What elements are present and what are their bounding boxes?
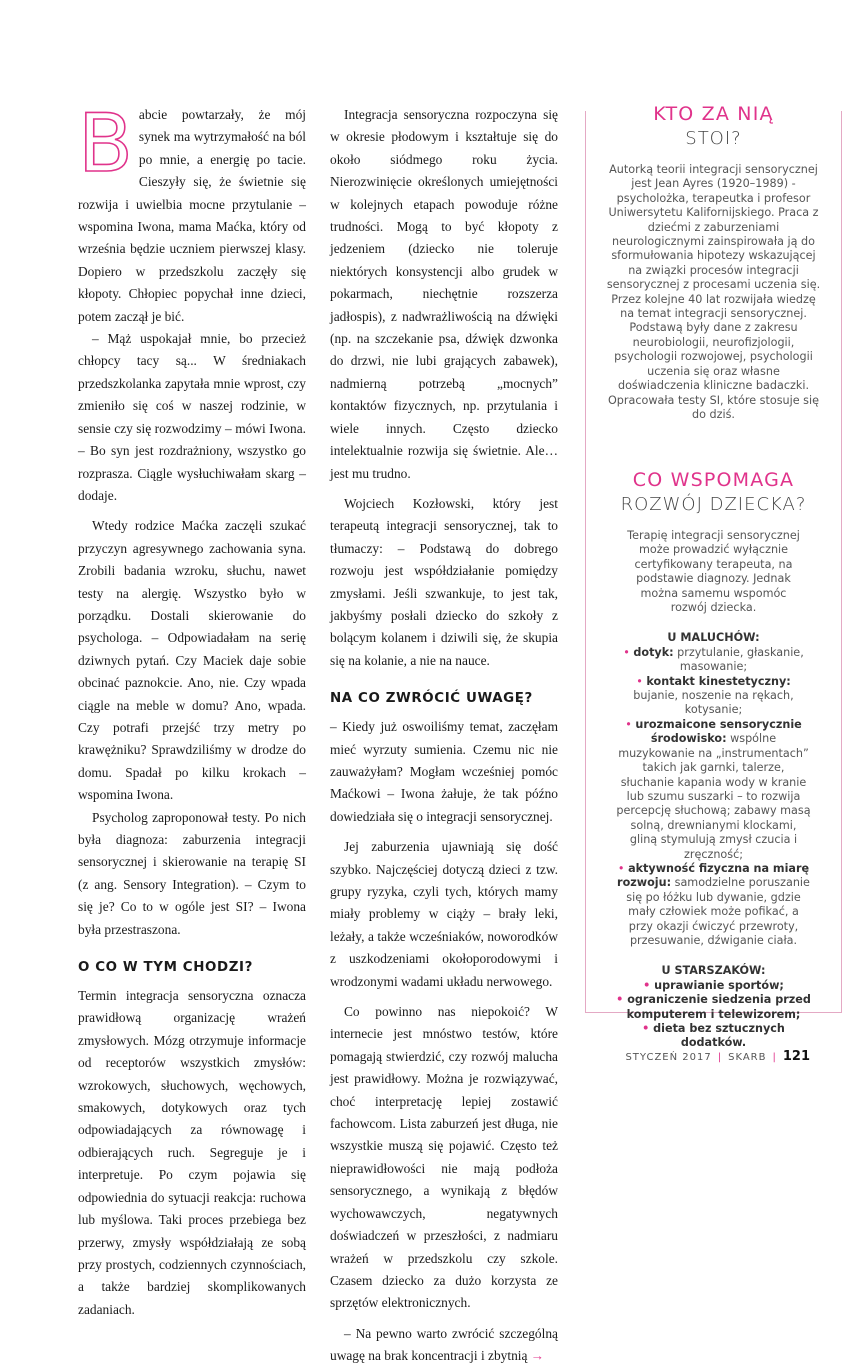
- sidebar-section-author: [586, 128, 841, 422]
- list-heading-older-kids: U STARSZAKÓW:: [661, 964, 766, 978]
- article-paragraph: Wtedy rodzice Maćka zaczęli szukać przyczyn agresywnego zachowania syna. Zrobili badania wzroku, słuchu, nawet testy na alergię. Wszystko było w porządku. Dostali skierowanie do psychologa. – Odpowiadałam na serię dziwnych pytań. Czy Maciek daje sobie obcinać paznokcie. Ano, nie. Czy wpada ciągle na meble w domu? Ano, wpada. Czy potrafi przejść trzy metry po krawężniku? Sprawdziliśmy w drodze do domu. Spadał po kilku krokach – wspomina Iwona.: [78, 518, 306, 803]
- sidebar-section-support: [586, 468, 841, 1051]
- list-item: • aktywność fizyczna na miarę rozwoju: samodzielne poruszanie się po łóżku lub dywanie, gdzie mały człowiek może pofikać, a przy okazji ćwiczyć przewroty, przesuwanie, dźwiganie ciała.: [617, 861, 810, 947]
- bullet-icon: •: [617, 861, 629, 875]
- article-paragraph: – Mąż uspokajał mnie, bo przecież chłopcy tacy są... W średniakach przedszkolanka zapytała mnie wprost, czy zmieniło się coś w naszej rodzinie, w sensie czy się rozwodzimy – mówi Iwona. – Bo syn jest rozdrażniony, wszystko go rozprasza. Ciągle wysłuchiwałam skarg – dodaje.: [78, 331, 306, 503]
- section-heading: O CO W TYM CHODZI?: [78, 960, 253, 976]
- sidebar-subtitle-1: STOI?: [685, 128, 742, 149]
- bullet-icon: •: [636, 674, 647, 688]
- page-footer: [625, 1049, 810, 1064]
- page-number: 121: [782, 1049, 810, 1064]
- sidebar-intro: Terapię integracji sensorycznej może prowadzić wyłącznie certyfikowany terapeuta, na podstawie diagnozy. Jednak można samemu wspomóc rozwój dziecka.: [627, 529, 800, 615]
- sidebar-subtitle-2: ROZWÓJ DZIECKA?: [620, 494, 807, 515]
- bullet-icon: •: [623, 645, 634, 659]
- article-paragraph: Psycholog zaproponował testy. Po nich była diagnoza: zaburzenia integracji sensorycznej i skierowanie na terapię SI (z ang. Sensory Integration). – Czym to się je? Co to w ogóle jest SI? – Iwona była przestraszona.: [78, 809, 306, 937]
- bullet-icon: •: [643, 978, 655, 992]
- article-column-2: [330, 104, 558, 1368]
- continue-arrow-icon: →: [530, 1348, 545, 1364]
- article-paragraph: – Na pewno warto zwrócić szczególną uwagę na brak koncentracji i zbytnią →: [330, 1325, 558, 1364]
- bullet-icon: •: [616, 993, 628, 1007]
- article-paragraph: Integracja sensoryczna rozpoczyna się w okresie płodowym i kształtuje się do około siódmego roku życia. Nierozwinięcie określonych umiejętności w kolejnych etapach powoduje różne trudności. Mogą to być kłopoty z jedzeniem (dziecko nie toleruje niektórych konsystencji albo grudek w pokarmach, niechętnie rozszerza jadłospis), z nadwrażliwością na dźwięki (np. na szczekanie psa, dźwięk dzwonka do drzwi, nie lubi grających zabawek), nadmierną potrzebą „mocnych” kontaktów fizycznych, np. przytulania i wiele innych. Często dziecko intelektualnie rozwija się świetnie. Ale… jest mu trudno.: [330, 107, 558, 481]
- list-item: • ograniczenie siedzenia przed komputerem i telewizorem;: [616, 993, 811, 1021]
- issue-date: STYCZEŃ 2017: [625, 1052, 712, 1063]
- article-paragraph: Wojciech Kozłowski, który jest terapeutą integracji sensorycznej, tak to tłumaczy: – Podstawą do dobrego rozwoju jest współdziałanie pomiędzy zmysłami. Jeśli szwankuje, to jest tak, jakbyśmy posłali dziecko do szkoły z bolącym kolanem i dziwili się, że skupia się na kolanie, a nie na nauce.: [330, 495, 558, 668]
- sidebar-title-2: CO WSPOMAGA: [632, 469, 795, 491]
- article-paragraph: – Kiedy już oswoiliśmy temat, zaczęłam mieć wyrzuty sumienia. Czemu nic nie zauważyłam? Mogłam wcześniej pomóc Maćkowi – Iwona żałuje, że tak późno dowiedziała się o integracji sensorycznej.: [330, 719, 558, 824]
- drop-cap: B: [78, 97, 133, 190]
- list-item: • dieta bez sztucznych dodatków.: [642, 1022, 785, 1050]
- sidebar-box: [585, 103, 842, 1050]
- article-column-1: [78, 97, 306, 1321]
- list-item: • kontakt kinestetyczny: bujanie, noszenie na rękach, kotysanie;: [633, 674, 794, 717]
- article-paragraph: Babcie powtarzały, że mój synek ma wytrzymałość na ból po mnie, a energię po tacie. Cieszyły się, że świetnie się rozwija i uwielbia mocne przytulanie – wspomina Iwona, mama Maćka, który od września będzie uczniem pierwszej klasy. Dopiero w przedszkolu zaczęły się kłopoty. Chłopiec popychał inne dzieci, potem zaczął je bić.: [78, 97, 306, 324]
- section-heading: NA CO ZWRÓCIĆ UWAGĘ?: [330, 691, 533, 707]
- list-item: • uprawianie sportów;: [643, 978, 784, 992]
- divider: |: [717, 1052, 723, 1063]
- article-paragraph: Jej zaburzenia ujawniają się dość szybko. Najczęściej dotyczą dzieci z tzw. grupy ryzyka, czyli tych, których mamy miały problemy w ciąży – brały leki, leżały, a także wcześniaków, noworodków z uszkodzeniami okołoporodowymi i wrodzonymi wadami układu nerwowego.: [330, 839, 558, 989]
- list-item: • dotyk: przytulanie, głaskanie, masowanie;: [623, 645, 804, 674]
- article-paragraph: Termin integracja sensoryczna oznacza prawidłową organizację wrażeń zmysłowych. Mózg otrzymuje informacje od receptorów wszystkich zmysłów: wzrokowych, słuchowych, węchowych, smakowych, dotykowych oraz tych odpowiadających za równowagę i odbierających ruch. Segreguje je i interpretuje. Po czym pojawia się odpowiednia do sytuacji reakcja: ruchowa lub myślowa. Taki proces przebiega bez przerwy, zmysły współdziałają ze sobą przy prostych, codziennych czynnościach, a także bardziej skomplikowanych zadaniach.: [78, 988, 306, 1317]
- bullet-icon: •: [625, 717, 636, 731]
- bullet-icon: •: [642, 1022, 654, 1035]
- list-item: • urozmaicone sensorycznie środowisko: wspólne muzykowanie na „instrumentach” takich jak garnki, talerze, słuchanie kapania wody w kranie lub szumu suszarki – to rozwija percepcję słuchową; zabawy masą solną, drewnianymi klockami, gliną stymulują zmysł czucia i zręczność;: [616, 717, 811, 861]
- magazine-name: SKARB: [728, 1052, 767, 1063]
- sidebar-title-1: KTO ZA NIĄ: [586, 102, 841, 126]
- article-paragraph: Co powinno nas niepokoić? W internecie jest mnóstwo testów, które pomagają stwierdzić, czy rozwój malucha jest prawidłowy. Można je rozwiązywać, choć interpretację lepiej zostawić fachowcom. Lista zaburzeń jest długa, nie wszystkie muszą się pojawić. Często też nieprawidłowości nie mają podłoża sensorycznego, a wynikają z błędów wychowawczych, negatywnych doświadczeń w przeszłości, z nadmiaru wrażeń w przedszkolu czy szkole. Czasem dziecko za dużo korzysta ze sprzętów elektronicznych.: [330, 1004, 558, 1311]
- list-heading-toddlers: U MALUCHÓW:: [667, 631, 760, 645]
- divider: |: [772, 1052, 777, 1063]
- sidebar-text-1: Autorką teorii integracji sensorycznej jest Jean Ayres (1920–1989) - psycholożka, terapeutka i profesor Uniwersytetu Kalifornijskiego. Praca z dziećmi z zaburzeniami neurologicznymi zainspirowała ją do sformułowania hipotezy wskazującej na związki procesów integracji sensorycznej z procesami uczenia się. Przez kolejne 40 lat rozwijała wiedzę na temat integracji sensorycznej. Podstawą były dane z zakresu neurobiologii, neurofizjologii, psychologii rozwojowej, psychologii uczenia się oraz własne doświadczenia kliniczne badaczki. Opracowała testy SI, które stosuje się do dziś.: [606, 163, 821, 421]
